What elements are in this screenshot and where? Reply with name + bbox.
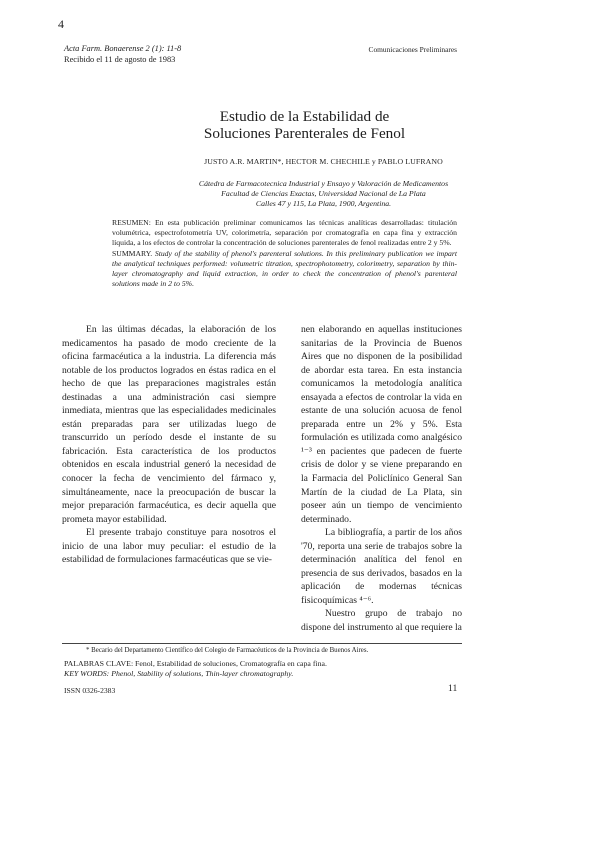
- summary-text: Study of the stability of phenol's parenteral solutions. In this preliminary publication we impart the analytical techniques performed: volumetric titration, spectrophotometry, colorimetry, separation by thin-layer chromatography and liquid extraction, in order to check the concentration of phenol's parenteral solutions made in 2 to 5%.: [112, 248, 458, 289]
- body-column-right: [301, 323, 462, 635]
- issn: ISSN 0326-2383: [64, 686, 116, 695]
- body-paragraph: Nuestro grupo de trabajo no dispone del instrumento al que requiere la: [301, 608, 462, 634]
- body-paragraph: La bibliografía, a partir de los años '70, reporta una serie de trabajos sobre la determinación analítica del fenol en presencia de sus derivados, basados en la aplicación de modernas técnicas fisicoquímicas ⁴⁻⁶.: [301, 527, 462, 606]
- keywords-spanish: PALABRAS CLAVE: Fenol, Estabilidad de soluciones, Cromatografía en capa fina.: [64, 659, 327, 668]
- corner-mark: 4: [58, 17, 64, 31]
- received-date: Recibido el 11 de agosto de 1983: [64, 54, 176, 64]
- journal-citation: Acta Farm. Bonaerense 2 (1): 11-8: [64, 44, 182, 53]
- footnote: * Becario del Departamento Científico del Colegio de Farmacéuticos de la Provincia de Buenos Aires.: [86, 647, 369, 654]
- keywords-english: KEY WORDS: Phenol, Stability of solutions, Thin-layer chromatography.: [64, 669, 294, 679]
- affiliation-line-2: Facultad de Ciencias Exactas, Universidad Nacional de La Plata: [221, 189, 426, 199]
- footnote-divider: [62, 643, 462, 644]
- abstract-block: [112, 218, 457, 289]
- summary-heading: SUMMARY.: [112, 248, 153, 258]
- body-paragraph: nen elaborando en aquellas instituciones sanitarias de la Provincia de Buenos Aires que no disponen de la posibilidad de abordar esta tarea. En esta instancia comunicamos la metodología analítica ensayada a efectos de controlar la vida en estante de una solución acuosa de fenol preparada entre un 2% y 5%. Esta formulación es utilizada como analgésico ¹⁻³ en pacientes que padecen de fuerte crisis de dolor y se viene preparando en la Farmacia del Policlínico General San Martín de la ciudad de La Plata, sin poseer aún un tiempo de vencimiento determinado.: [301, 324, 462, 525]
- affiliation-line-3: Calles 47 y 115, La Plata, 1900, Argentina.: [255, 199, 392, 209]
- affiliation: [0, 179, 595, 210]
- body-column-left: [62, 323, 276, 567]
- affiliation-line-1: Cátedra de Farmacotecnica Industrial y Ensayo y Valoración de Medicamentos: [198, 179, 449, 188]
- article-title: [0, 108, 595, 142]
- page-number: 11: [448, 683, 458, 694]
- abstract-resumen: RESUMEN: En esta publicación preliminar comunicamos las técnicas analíticas desarrolladas: titulación volumétrica, espectrofotometría UV, colorimetría, separación por cromatografía en capa fina y extracción líquida, a los efectos de controlar la concentración de soluciones parenterales de fenol realizadas entre 2 y 5%.: [112, 218, 457, 248]
- running-header: [64, 44, 181, 65]
- title-line-2: Soluciones Parenterales de Fenol: [203, 125, 406, 142]
- abstract-summary: [112, 249, 457, 290]
- body-paragraph: El presente trabajo constituye para nosotros el inicio de una labor muy peculiar: el estudio de la estabilidad de formulaciones farmacéuticas que se vie-: [62, 527, 276, 566]
- author-list: JUSTO A.R. MARTIN*, HECTOR M. CHECHILE y PABLO LUFRANO: [204, 157, 443, 166]
- title-line-1: Estudio de la Estabilidad de: [219, 108, 390, 125]
- body-paragraph: En las últimas décadas, la elaboración de los medicamentos ha pasado de modo creciente de la oficina farmacéutica a la industria. La diferencia más notable de los productos logrados en éstas radica en el hecho de que las preparaciones magistrales están destinadas a una administración casi siempre inmediata, mientras que las especialidades medicinales están preparadas para ser utilizadas luego de transcurrido un período desde el instante de su fabricación. Esta característica de los productos obtenidos en escala industrial generó la necesidad de conocer la fecha de vencimiento del fármaco y, simultáneamente, nace la preocupación de buscar la mejor preparación farmacéutica, es decir aquella que prometa mayor estabilidad.: [62, 324, 276, 525]
- section-label: Comunicaciones Preliminares: [368, 45, 457, 54]
- keywords-block: [64, 659, 464, 679]
